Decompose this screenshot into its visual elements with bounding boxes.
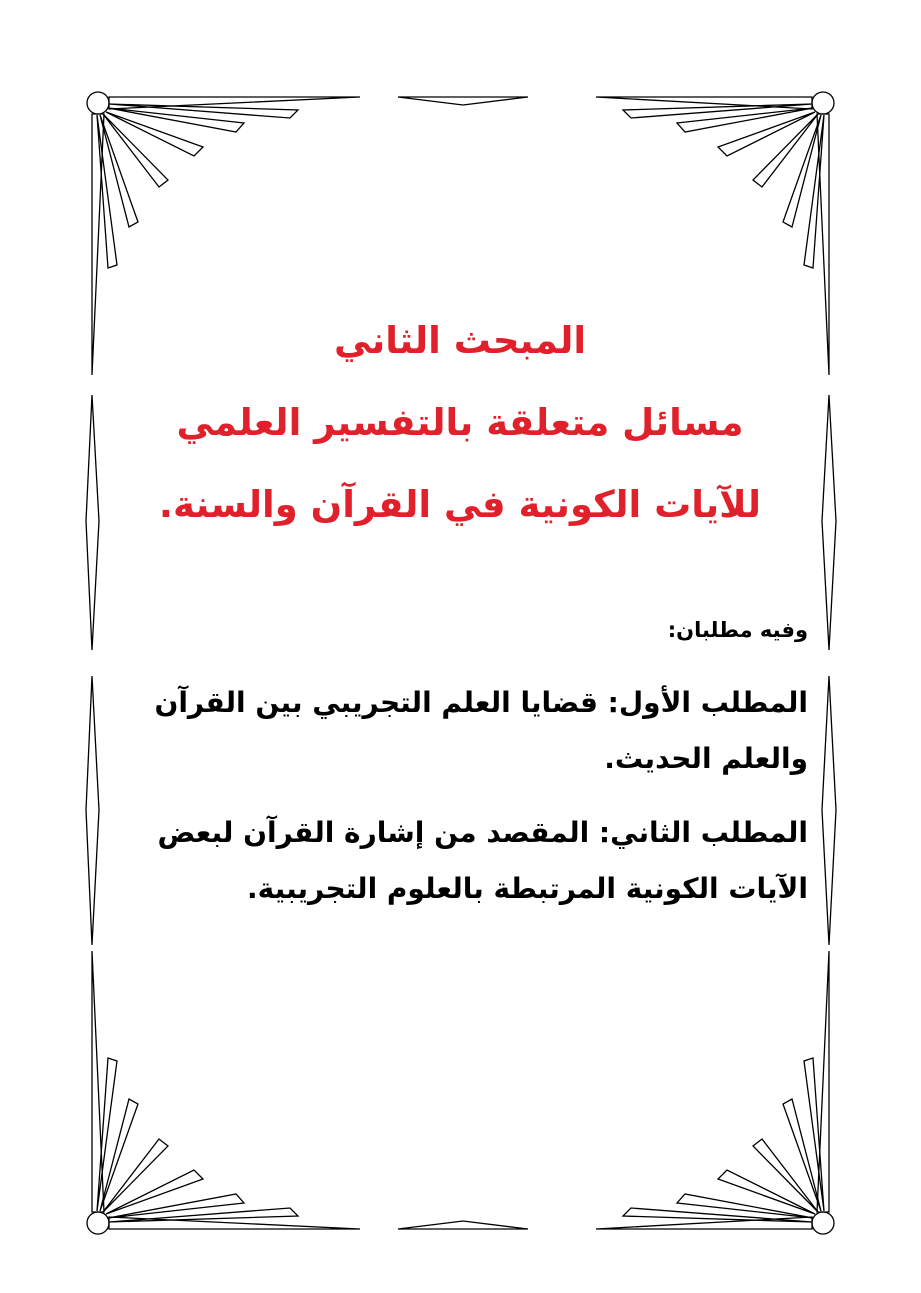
top-center-ornament <box>398 97 528 105</box>
chapter-heading <box>100 300 820 546</box>
section-item-first: المطلب الأول: قضايا العلم التجريبي بين القرآن والعلم الحديث. <box>154 686 808 775</box>
bottom-center-ornament <box>398 1221 528 1229</box>
section-item-second: المطلب الثاني: المقصد من إشارة القرآن لبعض الآيات الكونية المرتبطة بالعلوم التجريبية. <box>157 816 808 905</box>
left-side-ornament-upper <box>86 395 99 650</box>
corner-ornament-bottom-right <box>596 951 834 1234</box>
right-side-ornament-lower <box>822 676 836 945</box>
corner-ornament-bottom-left <box>87 951 360 1234</box>
left-side-ornament-lower <box>86 676 99 945</box>
heading-line-2: مسائل متعلقة بالتفسير العلمي <box>176 401 744 444</box>
heading-line-3: للآيات الكونية في القرآن والسنة. <box>158 483 762 526</box>
right-side-ornament-upper <box>822 395 836 650</box>
heading-line-1: المبحث الثاني <box>333 319 587 362</box>
intro-text: وفيه مطلبان: <box>667 618 808 642</box>
chapter-contents <box>118 610 808 935</box>
